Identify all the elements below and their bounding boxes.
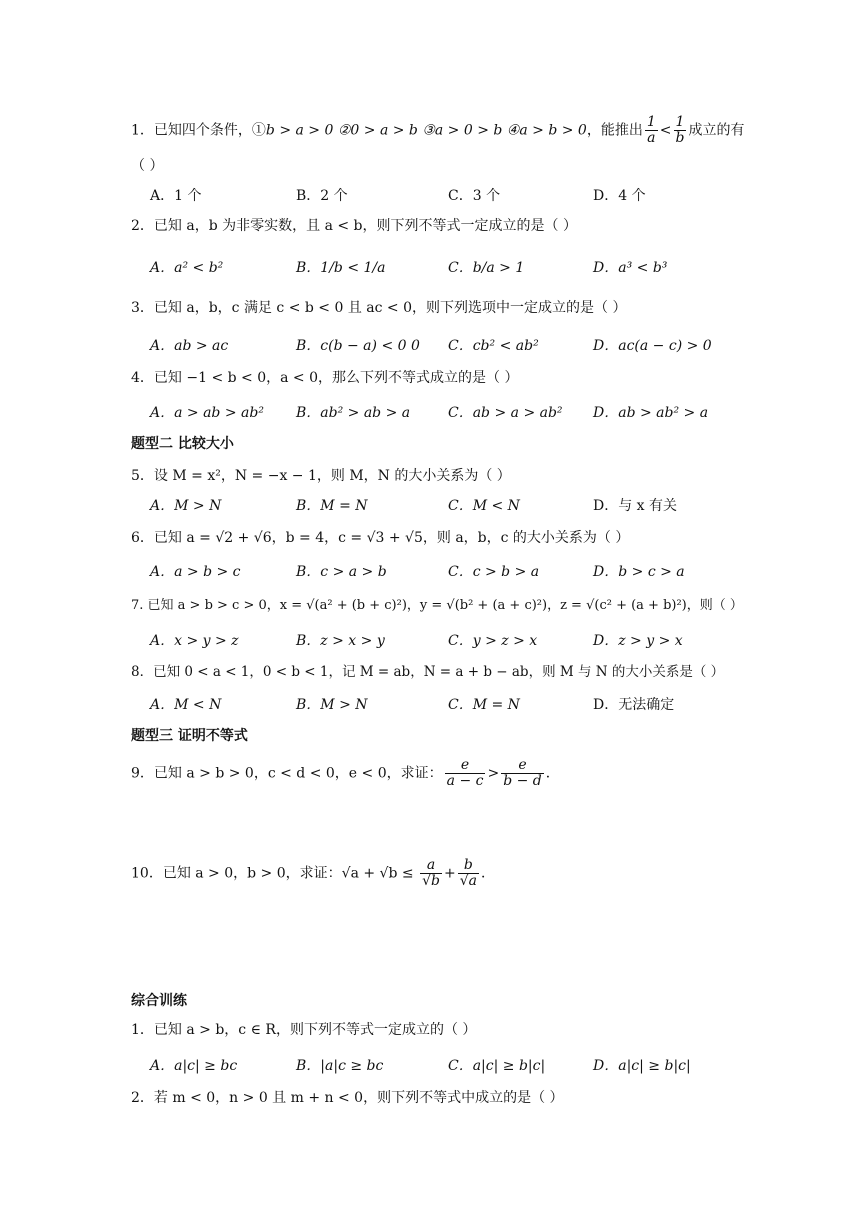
option-c: C．ab > a > ab² (448, 405, 563, 421)
question-6: 6．已知 a = √2 + √6，b = 4，c = √3 + √5，则 a，b，c 的大小关系为（ ） (131, 530, 630, 546)
question-9 (131, 758, 560, 789)
q1-post: 成立的有 (688, 122, 745, 139)
question-2: 2．已知 a，b 为非零实数，且 a < b，则下列不等式一定成立的是（ ） (131, 218, 577, 234)
option-a: A．a² < b² (150, 260, 224, 276)
question-3: 3．已知 a，b，c 满足 c < b < 0 且 ac < 0，则下列选项中一定成立的是（ ） (131, 300, 627, 316)
option-c: C．y > z > x (448, 633, 538, 649)
q9-fraction-1: $\frac{e}{a - c}$ (446, 757, 484, 789)
q9-post: ． (545, 765, 560, 782)
option-d: D．与 x 有关 (593, 498, 678, 514)
q10-plus: + (443, 865, 456, 882)
option-b: B．c > a > b (296, 564, 387, 580)
question-1 (131, 115, 744, 146)
option-b: B．z > x > y (296, 633, 385, 649)
q9-gt: > (487, 765, 500, 782)
option-c: C．b/a > 1 (448, 260, 525, 276)
q9-pre: 9．已知 a > b > 0，c < d < 0，e < 0，求证： (131, 765, 443, 782)
option-b: B．ab² > ab > a (296, 405, 411, 421)
option-b: B．M = N (296, 498, 368, 514)
option-d: D．a|c| ≥ b|c| (593, 1058, 691, 1074)
option-b: B．M > N (296, 697, 368, 713)
option-c: C．c > b > a (448, 564, 540, 580)
question-7: 7. 已知 a > b > c > 0，x = √(a² + (b + c)²)，y = √(b² + (a + c)²)，z = √(c² + (a + b)²)，则（ ） (131, 598, 743, 613)
option-d: D．ac(a − c) > 0 (593, 338, 712, 354)
question-5: 5．设 M = x²，N = −x − 1，则 M，N 的大小关系为（ ） (131, 468, 511, 484)
option-b: B．2 个 (296, 188, 348, 204)
option-b: B．|a|c ≥ bc (296, 1058, 384, 1074)
option-c: C．cb² < ab² (448, 338, 539, 354)
option-d: D．ab > ab² > a (593, 405, 709, 421)
section-heading-compare: 题型二 比较大小 (131, 436, 234, 452)
q1-fraction-1: $\frac{1}{a}$ (646, 114, 656, 146)
section-heading-comprehensive: 综合训练 (131, 993, 187, 1009)
comprehensive-question-2: 2．若 m < 0，n > 0 且 m + n < 0，则下列不等式中成立的是（ ） (131, 1090, 564, 1106)
option-a: A．a > ab > ab² (150, 405, 264, 421)
option-a: A．ab > ac (150, 338, 229, 354)
question-8: 8．已知 0 < a < 1，0 < b < 1，记 M = ab，N = a + b − ab，则 M 与 N 的大小关系是（ ） (131, 664, 725, 680)
q1-conditions: b > a > 0 ②0 > a > b ③a > 0 > b ④a > b > 0 (265, 122, 587, 139)
option-a: A．M < N (150, 697, 222, 713)
option-d: D．4 个 (593, 188, 646, 204)
q1-pre: 已知四个条件，① (153, 122, 266, 139)
option-c: C．M < N (448, 498, 520, 514)
q1-blank: （ ） (131, 158, 164, 174)
option-b: B．c(b − a) < 0 0 (296, 338, 420, 354)
q10-post: ． (480, 865, 495, 882)
q9-fraction-2: $\frac{e}{b - d}$ (503, 757, 542, 789)
option-a: A．a > b > c (150, 564, 241, 580)
q10-fraction-1: $\frac{a}{√b}$ (422, 857, 440, 889)
option-d: D．z > y > x (593, 633, 683, 649)
option-d: D．b > c > a (593, 564, 685, 580)
option-c: C．a|c| ≥ b|c| (448, 1058, 546, 1074)
option-d: D．a³ < b³ (593, 260, 668, 276)
option-c: C．3 个 (448, 188, 501, 204)
q1-lt: < (659, 122, 672, 139)
question-10 (131, 858, 495, 889)
q10-fraction-2: $\frac{b}{√a}$ (459, 857, 477, 889)
q1-prefix: 1． (131, 122, 154, 139)
question-4: 4．已知 −1 < b < 0，a < 0，那么下列不等式成立的是（ ） (131, 370, 519, 386)
option-a: A．M > N (150, 498, 222, 514)
q1-mid: ，能推出 (586, 122, 643, 139)
option-a: A．x > y > z (150, 633, 239, 649)
option-b: B．1/b < 1/a (296, 260, 386, 276)
q1-fraction-2: $\frac{1}{b}$ (675, 114, 685, 146)
option-d: D．无法确定 (593, 697, 675, 713)
option-a: A．a|c| ≥ bc (150, 1058, 238, 1074)
q10-pre: 10．已知 a > 0，b > 0，求证：√a + √b ≤ (131, 865, 419, 882)
option-a: A．1 个 (150, 188, 202, 204)
comprehensive-question-1: 1．已知 a > b，c ∈ R，则下列不等式一定成立的（ ） (131, 1022, 477, 1038)
section-heading-proof: 题型三 证明不等式 (131, 728, 248, 744)
option-c: C．M = N (448, 697, 520, 713)
